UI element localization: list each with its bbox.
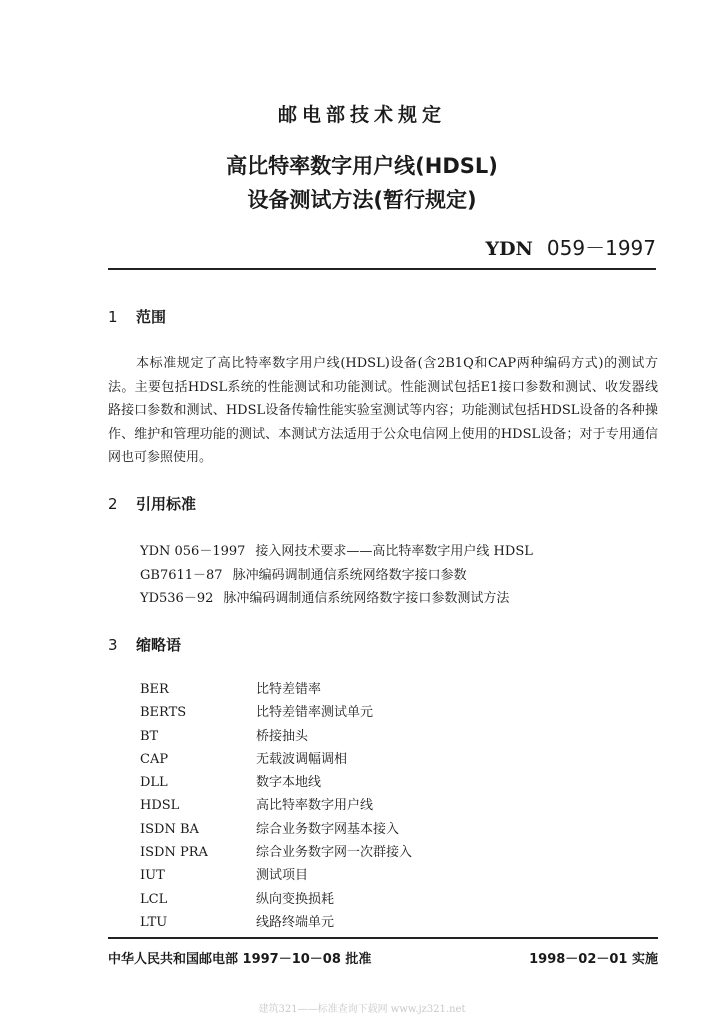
standard-code-number: 059－1997	[546, 236, 656, 260]
scope-paragraph: 本标准规定了高比特率数字用户线(HDSL)设备(含2B1Q和CAP两种编码方式)的测试方法。主要包括HDSL系统的性能测试和功能测试。性能测试包括E1接口参数和测试、收发器线路接口参数和测试、HDSL设备传输性能实验室测试等内容；功能测试包括HDSL设备的各种操作、维护和管理功能的测试、本测试方法适用于公众电信网上使用的HDSL设备；对于专用通信网也可参照使用。	[108, 356, 658, 465]
section-title: 引用标准	[136, 495, 197, 513]
section-heading-abbreviations	[108, 634, 181, 655]
reference-code: YD536－92	[140, 591, 214, 606]
abbreviation-term: BERTS	[140, 705, 187, 721]
abbreviation-meaning: 综合业务数字网基本接入	[256, 821, 400, 837]
abbreviation-meaning: 比特差错率测试单元	[256, 705, 374, 721]
reference-code: GB7611－87	[140, 567, 223, 583]
reference-title: 脉冲编码调制通信系统网络数字接口参数测试方法	[223, 591, 510, 606]
abbreviation-row	[140, 701, 412, 724]
standard-code	[486, 232, 657, 261]
abbreviation-row	[140, 818, 412, 841]
reference-item	[140, 587, 533, 611]
abbreviation-meaning: 纵向变换损耗	[256, 891, 335, 907]
issuing-authority: 邮电部技术规定	[277, 104, 446, 126]
footer-divider	[108, 937, 658, 939]
abbreviation-row	[140, 888, 412, 911]
header-divider	[108, 268, 656, 270]
abbreviation-row	[140, 911, 412, 934]
abbreviation-meaning: 桥接抽头	[256, 728, 309, 744]
abbreviation-term: ISDN PRA	[140, 845, 208, 861]
abbreviation-meaning: 线路终端单元	[256, 914, 335, 930]
abbreviation-row	[140, 725, 412, 748]
standard-code-prefix: YDN	[485, 238, 533, 260]
abbreviation-term: LCL	[140, 891, 168, 907]
approval-date: 中华人民共和国邮电部 1997－10－08 批准	[108, 952, 372, 967]
section-heading-references	[108, 493, 196, 514]
abbreviation-term: CAP	[140, 751, 169, 767]
abbreviation-list	[140, 678, 412, 934]
section-number: 2	[108, 495, 118, 513]
abbreviation-term: BER	[140, 682, 169, 697]
reference-item	[140, 564, 533, 588]
abbreviation-term: LTU	[140, 914, 168, 930]
abbreviation-term: BT	[140, 728, 159, 744]
abbreviation-meaning: 综合业务数字网一次群接入	[256, 845, 413, 861]
reference-title: 接入网技术要求——高比特率数字用户线 HDSL	[255, 544, 533, 559]
section-number: 1	[108, 308, 118, 326]
reference-title: 脉冲编码调制通信系统网络数字接口参数	[232, 567, 467, 583]
section-title: 缩略语	[136, 636, 182, 654]
document-title-line2: 设备测试方法(暂行规定)	[247, 188, 477, 212]
effective-date: 1998－02－01 实施	[529, 952, 658, 967]
abbreviation-meaning: 无载波调幅调相	[256, 751, 348, 767]
section-heading-scope	[108, 306, 166, 327]
section-number: 3	[108, 636, 118, 654]
abbreviation-row	[140, 794, 412, 817]
abbreviation-term: DLL	[140, 775, 168, 791]
section-title: 范围	[136, 308, 167, 326]
abbreviation-row	[140, 771, 412, 794]
reference-item	[140, 540, 533, 564]
abbreviation-meaning: 数字本地线	[256, 775, 322, 791]
abbreviation-term: ISDN BA	[140, 821, 199, 837]
abbreviation-meaning: 高比特率数字用户线	[256, 798, 374, 814]
abbreviation-meaning: 测试项目	[256, 868, 309, 884]
document-title-line1: 高比特率数字用户线(HDSL)	[226, 154, 498, 178]
abbreviation-row	[140, 864, 412, 887]
reference-code: YDN 056－1997	[140, 544, 246, 559]
abbreviation-row	[140, 678, 412, 701]
abbreviation-term: IUT	[140, 868, 165, 884]
abbreviation-row	[140, 841, 412, 864]
abbreviation-term: HDSL	[140, 798, 180, 814]
reference-list	[140, 540, 533, 611]
abbreviation-meaning: 比特差错率	[256, 682, 322, 697]
watermark-text: 建筑321——标准查询下载网 www.jz321.net	[258, 1004, 466, 1015]
abbreviation-row	[140, 748, 412, 771]
